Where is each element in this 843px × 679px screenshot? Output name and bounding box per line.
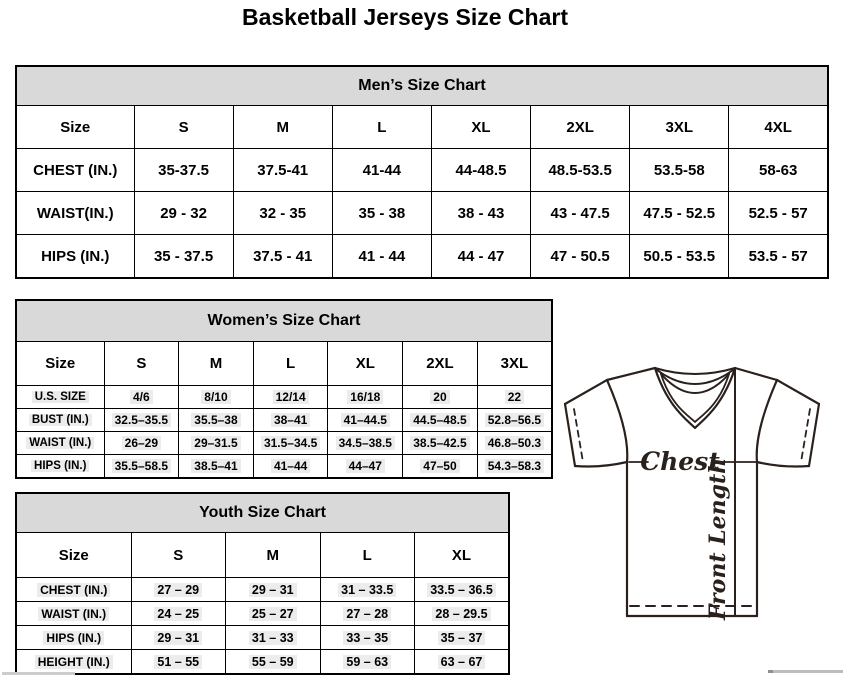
women-size-value-text: 35.5–58.5 <box>112 459 171 473</box>
men-size-value: 53.5-58 <box>630 149 729 192</box>
women-size-value-text: 38–41 <box>271 413 310 427</box>
youth-table-title-row <box>16 493 509 533</box>
women-size-value-text: 26–29 <box>122 436 161 450</box>
right-cuff-dashed-line <box>801 409 810 462</box>
women-column-header-2xl: 2XL <box>403 342 478 386</box>
women-size-value <box>403 386 478 409</box>
men-size-header-row <box>16 106 828 149</box>
women-size-value <box>253 455 328 479</box>
women-column-header-xl: XL <box>328 342 403 386</box>
women-row-label-text: BUST (IN.) <box>29 414 92 426</box>
youth-data-row <box>16 650 509 675</box>
women-size-value-text: 32.5–35.5 <box>112 413 171 427</box>
jersey-body <box>627 462 757 616</box>
men-size-value: 41 - 44 <box>332 235 431 279</box>
youth-size-value-text: 63 – 67 <box>438 655 486 669</box>
youth-column-header-s: S <box>131 533 226 578</box>
youth-data-row <box>16 626 509 650</box>
chest-label: Chest <box>640 447 720 476</box>
youth-size-value-text: 24 – 25 <box>154 607 202 621</box>
youth-row-label-text: WAIST (IN.) <box>38 607 109 621</box>
women-size-value-text: 16/18 <box>347 390 383 404</box>
women-size-value <box>477 455 552 479</box>
scrollbar-fragment-left[interactable] <box>2 672 75 675</box>
men-size-value: 44 - 47 <box>431 235 530 279</box>
page-title: Basketball Jerseys Size Chart <box>241 4 568 30</box>
men-table-title-row <box>16 66 828 106</box>
men-size-value: 37.5-41 <box>233 149 332 192</box>
men-column-header-2xl: 2XL <box>531 106 630 149</box>
women-size-value <box>253 386 328 409</box>
youth-row-label-text: CHEST (IN.) <box>37 583 110 597</box>
front-length-label: Front Length <box>705 457 731 621</box>
men-size-value: 35-37.5 <box>134 149 233 192</box>
youth-column-header-l: L <box>320 533 415 578</box>
youth-size-value <box>226 650 321 675</box>
women-column-header-3xl: 3XL <box>477 342 552 386</box>
youth-data-row <box>16 602 509 626</box>
women-size-value <box>328 432 403 455</box>
women-size-value <box>253 432 328 455</box>
youth-size-value-text: 55 – 59 <box>249 655 297 669</box>
men-size-value: 41-44 <box>332 149 431 192</box>
women-size-value-text: 35.5–38 <box>191 413 240 427</box>
youth-size-value <box>320 578 415 602</box>
women-table-title: Women’s Size Chart <box>16 300 552 342</box>
youth-size-value <box>415 578 510 602</box>
youth-data-row <box>16 578 509 602</box>
women-data-row <box>16 432 552 455</box>
men-size-value: 35 - 37.5 <box>134 235 233 279</box>
men-size-value: 52.5 - 57 <box>729 192 828 235</box>
women-size-value-text: 52.8–56.5 <box>485 413 544 427</box>
women-size-value <box>179 386 254 409</box>
women-size-value-text: 38.5–42.5 <box>410 436 469 450</box>
men-size-value: 47.5 - 52.5 <box>630 192 729 235</box>
women-size-value-text: 46.8–50.3 <box>485 436 544 450</box>
men-size-value: 58-63 <box>729 149 828 192</box>
left-sleeve <box>565 380 627 467</box>
men-table-title: Men’s Size Chart <box>16 66 828 106</box>
youth-row-label <box>16 578 131 602</box>
women-size-value <box>253 409 328 432</box>
men-size-value: 47 - 50.5 <box>531 235 630 279</box>
women-size-value <box>477 432 552 455</box>
youth-size-table <box>15 492 510 675</box>
youth-size-value-text: 31 – 33 <box>249 631 297 645</box>
women-data-row <box>16 386 552 409</box>
women-size-column-header: Size <box>16 342 104 386</box>
men-size-value: 43 - 47.5 <box>531 192 630 235</box>
youth-size-value-text: 31 – 33.5 <box>338 583 396 597</box>
men-column-header-m: M <box>233 106 332 149</box>
youth-size-value-text: 51 – 55 <box>154 655 202 669</box>
right-shoulder-line <box>735 368 777 380</box>
men-size-value: 37.5 - 41 <box>233 235 332 279</box>
women-size-value-text: 29–31.5 <box>191 436 240 450</box>
youth-size-value <box>226 602 321 626</box>
men-size-value: 35 - 38 <box>332 192 431 235</box>
youth-size-value-text: 59 – 63 <box>343 655 391 669</box>
youth-size-value-text: 33.5 – 36.5 <box>427 583 496 597</box>
men-data-row <box>16 235 828 279</box>
women-size-value-text: 44–47 <box>346 459 385 473</box>
women-column-header-m: M <box>179 342 254 386</box>
women-size-value-text: 41–44.5 <box>341 413 390 427</box>
youth-size-value <box>415 602 510 626</box>
women-row-label <box>16 455 104 479</box>
women-size-value <box>328 455 403 479</box>
men-column-header-4xl: 4XL <box>729 106 828 149</box>
women-size-header-row <box>16 342 552 386</box>
women-size-value <box>179 455 254 479</box>
women-size-value <box>179 432 254 455</box>
scrollbar-fragment-right[interactable] <box>768 670 843 673</box>
mens-size-table <box>15 65 829 279</box>
men-size-value: 50.5 - 53.5 <box>630 235 729 279</box>
women-row-label <box>16 386 104 409</box>
women-size-value-text: 41–44 <box>271 459 310 473</box>
women-size-value-text: 38.5–41 <box>191 459 240 473</box>
youth-size-value <box>320 650 415 675</box>
women-size-value-text: 47–50 <box>420 459 459 473</box>
youth-column-header-xl: XL <box>415 533 510 578</box>
youth-size-value <box>415 626 510 650</box>
men-data-row <box>16 149 828 192</box>
men-size-value: 53.5 - 57 <box>729 235 828 279</box>
youth-size-value <box>131 626 226 650</box>
women-size-value <box>104 432 179 455</box>
women-size-value-text: 22 <box>505 390 524 404</box>
women-size-value-text: 34.5–38.5 <box>336 436 395 450</box>
women-size-value <box>104 409 179 432</box>
youth-column-header-m: M <box>226 533 321 578</box>
youth-size-value-text: 29 – 31 <box>154 631 202 645</box>
men-size-value: 29 - 32 <box>134 192 233 235</box>
women-size-value-text: 31.5–34.5 <box>261 436 320 450</box>
men-size-value: 44-48.5 <box>431 149 530 192</box>
women-data-row <box>16 455 552 479</box>
womens-size-table <box>15 299 553 479</box>
women-size-value <box>104 386 179 409</box>
youth-size-value-text: 25 – 27 <box>249 607 297 621</box>
youth-size-value-text: 33 – 35 <box>343 631 391 645</box>
youth-size-value <box>131 650 226 675</box>
men-size-value: 48.5-53.5 <box>531 149 630 192</box>
youth-size-value <box>226 578 321 602</box>
men-row-label: CHEST (IN.) <box>16 149 134 192</box>
women-size-value-text: 54.3–58.3 <box>485 459 544 473</box>
women-size-value-text: 20 <box>430 390 449 404</box>
youth-row-label-text: HIPS (IN.) <box>43 631 104 645</box>
youth-size-value-text: 27 – 29 <box>154 583 202 597</box>
youth-size-value <box>226 626 321 650</box>
men-row-label: HIPS (IN.) <box>16 235 134 279</box>
youth-row-label <box>16 650 131 675</box>
youth-size-value <box>320 626 415 650</box>
women-size-value-text: 8/10 <box>201 390 230 404</box>
women-size-value <box>403 455 478 479</box>
women-column-header-l: L <box>253 342 328 386</box>
youth-table-title: Youth Size Chart <box>16 493 509 533</box>
women-row-label-text: HIPS (IN.) <box>31 460 89 472</box>
women-row-label-text: U.S. SIZE <box>32 391 89 403</box>
youth-size-value-text: 29 – 31 <box>249 583 297 597</box>
women-size-value-text: 4/6 <box>130 390 153 404</box>
women-size-value <box>477 409 552 432</box>
youth-row-label <box>16 626 131 650</box>
vneck-inner <box>661 374 729 422</box>
left-shoulder-line <box>607 368 655 380</box>
men-column-header-xl: XL <box>431 106 530 149</box>
women-size-value <box>403 409 478 432</box>
men-column-header-l: L <box>332 106 431 149</box>
men-column-header-s: S <box>134 106 233 149</box>
left-cuff-dashed-line <box>574 409 583 462</box>
women-table-title-row <box>16 300 552 342</box>
right-sleeve <box>757 380 819 467</box>
youth-row-label-text: HEIGHT (IN.) <box>35 655 113 669</box>
men-size-value: 32 - 35 <box>233 192 332 235</box>
men-row-label: WAIST(IN.) <box>16 192 134 235</box>
youth-size-value <box>320 602 415 626</box>
youth-size-value <box>131 602 226 626</box>
women-column-header-s: S <box>104 342 179 386</box>
youth-size-header-row <box>16 533 509 578</box>
youth-size-value-text: 28 – 29.5 <box>432 607 490 621</box>
women-row-label <box>16 432 104 455</box>
women-size-value <box>328 386 403 409</box>
women-size-value-text: 12/14 <box>273 390 309 404</box>
women-row-label-text: WAIST (IN.) <box>26 437 94 449</box>
men-size-value: 38 - 43 <box>431 192 530 235</box>
women-size-value-text: 44.5–48.5 <box>410 413 469 427</box>
women-size-value <box>179 409 254 432</box>
youth-row-label <box>16 602 131 626</box>
youth-size-value-text: 27 – 28 <box>343 607 391 621</box>
women-data-row <box>16 409 552 432</box>
men-data-row <box>16 192 828 235</box>
jersey-measurement-diagram <box>547 356 837 628</box>
youth-size-value <box>131 578 226 602</box>
jersey-outline-drawing <box>547 356 837 628</box>
women-row-label <box>16 409 104 432</box>
men-size-column-header: Size <box>16 106 134 149</box>
women-size-value <box>477 386 552 409</box>
women-size-value <box>403 432 478 455</box>
men-column-header-3xl: 3XL <box>630 106 729 149</box>
women-size-value <box>104 455 179 479</box>
youth-size-value-text: 35 – 37 <box>438 631 486 645</box>
youth-size-column-header: Size <box>16 533 131 578</box>
women-size-value <box>328 409 403 432</box>
youth-size-value <box>415 650 510 675</box>
